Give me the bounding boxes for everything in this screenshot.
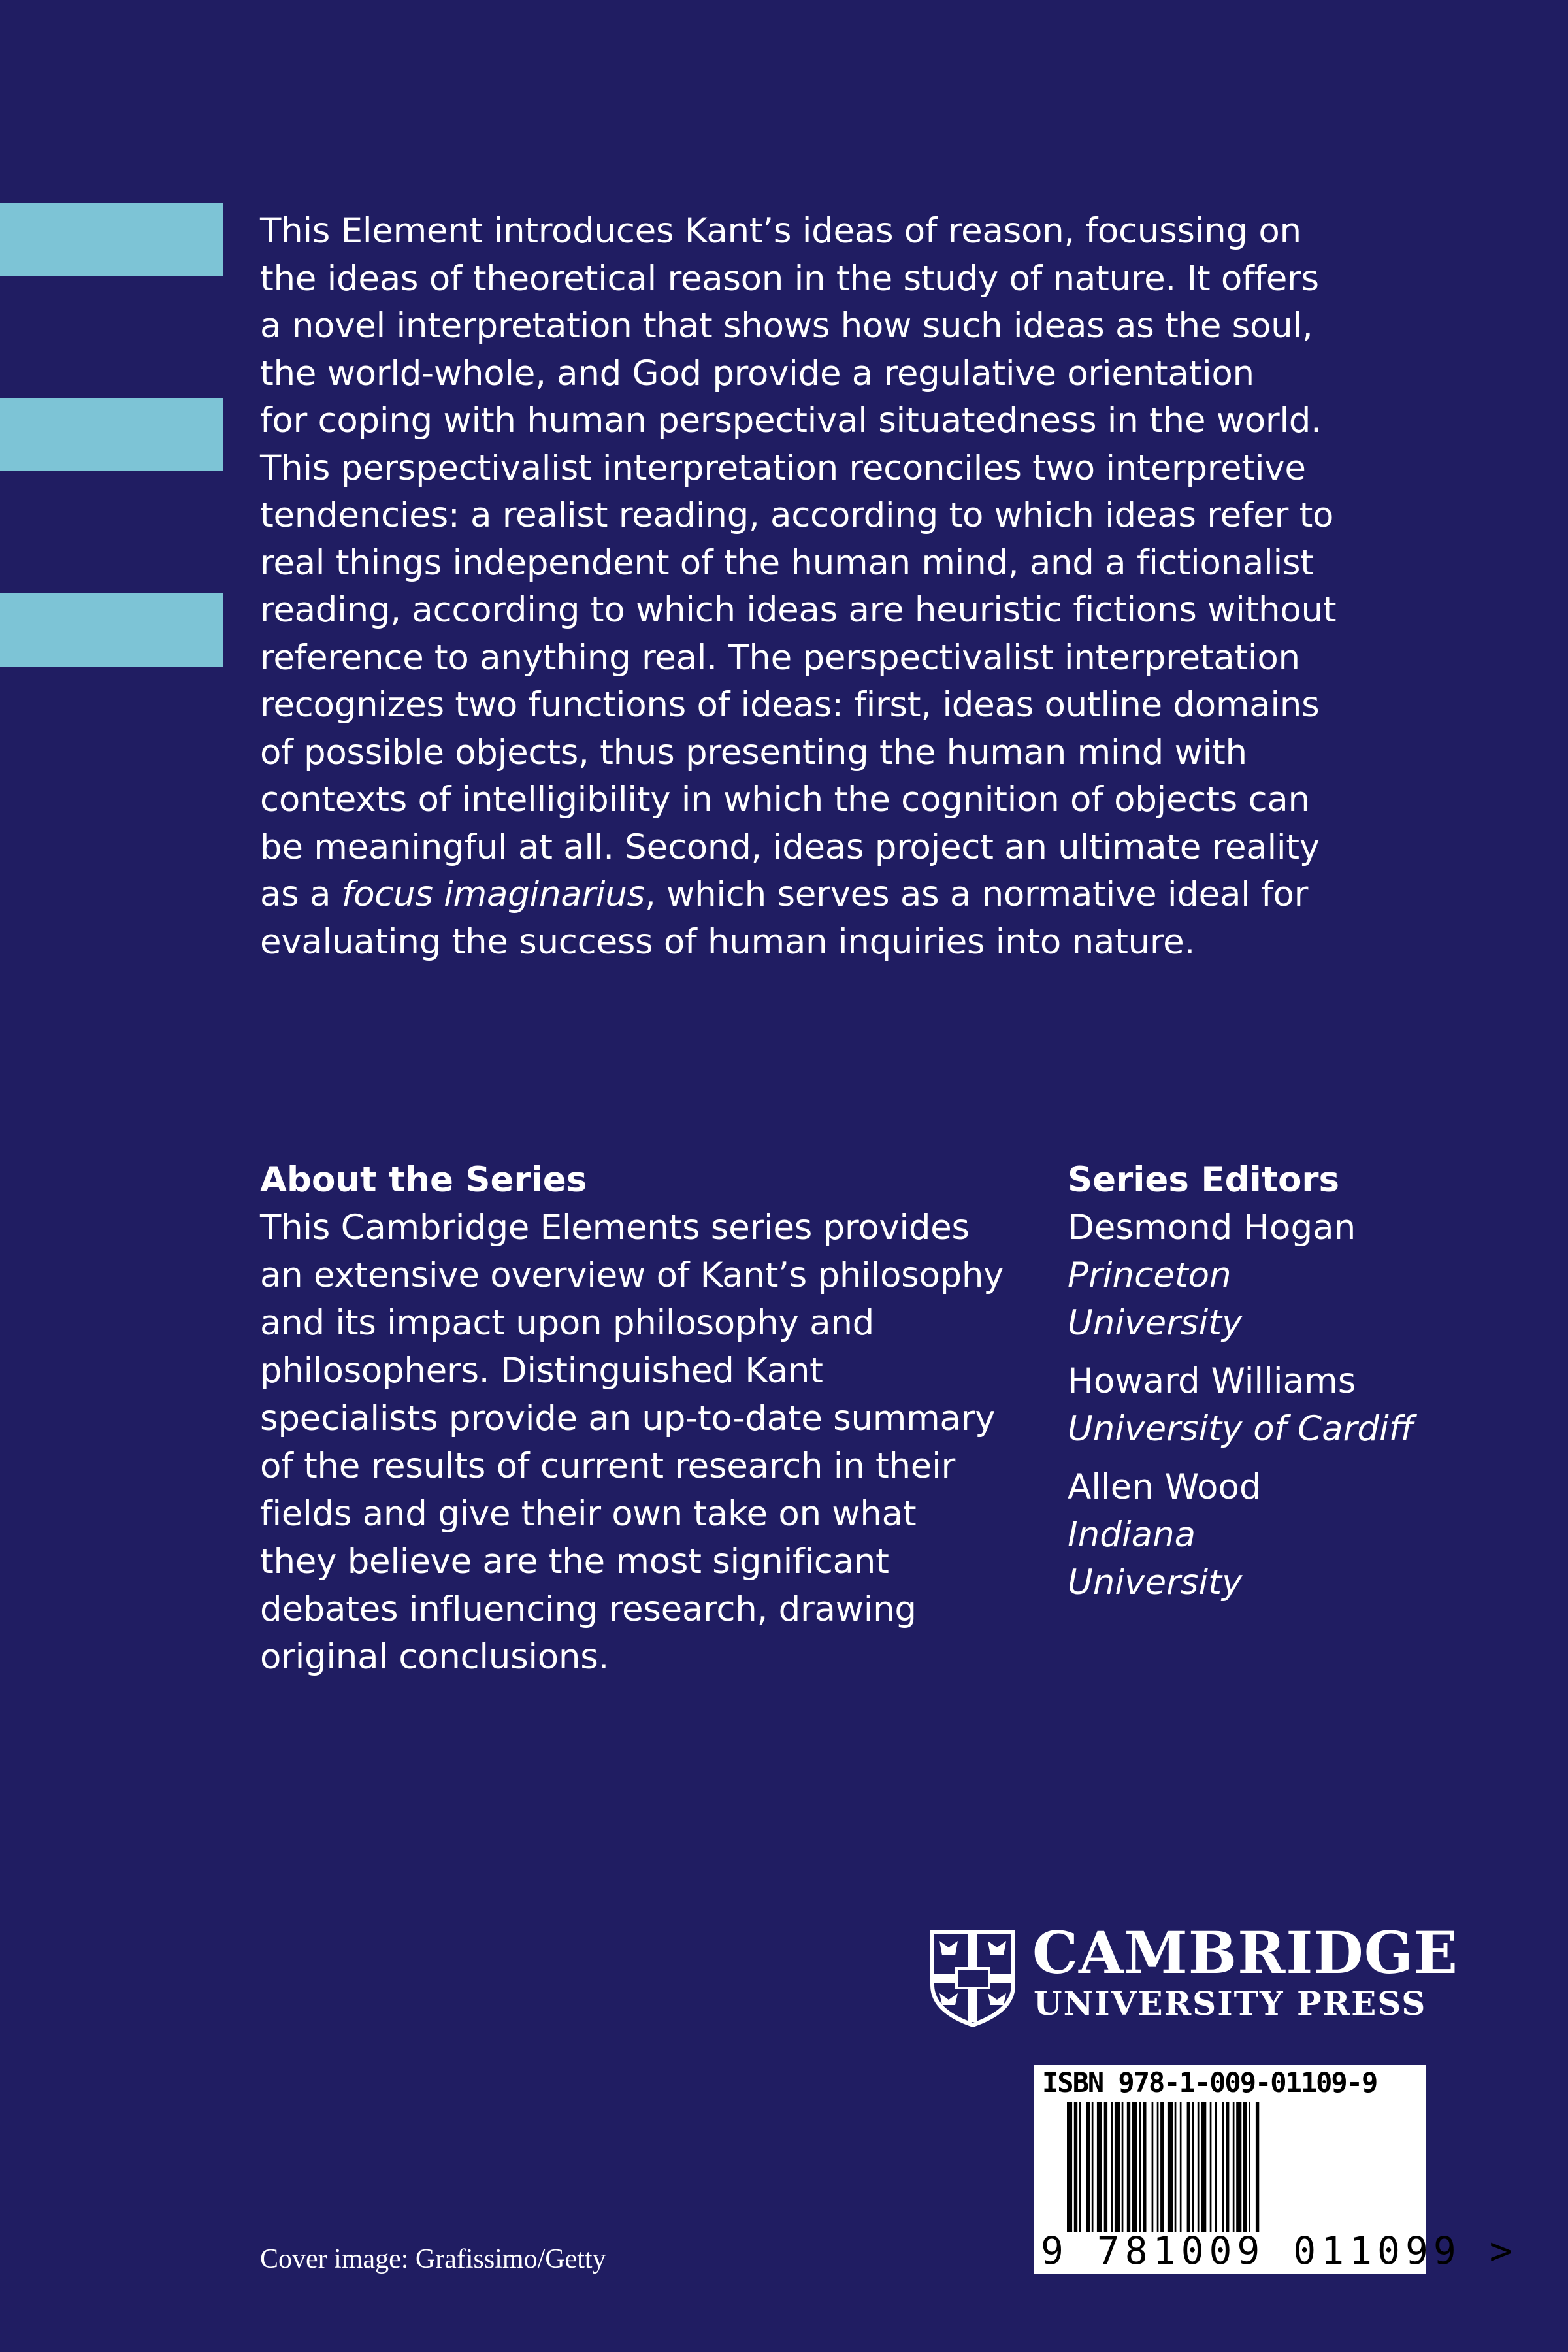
about-line: philosophers. Distinguished Kant [260, 1351, 823, 1391]
barcode-bar [1097, 2102, 1102, 2232]
about-line: and its impact upon philosophy and [260, 1303, 874, 1343]
about-line: an extensive overview of Kant’s philosophy [260, 1255, 1004, 1295]
editor-affiliation: University [1068, 1563, 1243, 1602]
description-line: contexts of intelligibility in which the cognition of objects can [260, 780, 1310, 820]
barcode-bar [1115, 2102, 1120, 2232]
description-line: the world-whole, and God provide a regulative orientation [260, 353, 1254, 393]
description-line: real things independent of the human mind, and a fictionalist [260, 542, 1314, 583]
barcode-bars [1067, 2102, 1420, 2232]
barcode-bar [1092, 2102, 1094, 2232]
accent-stripe-1 [0, 203, 223, 276]
about-line: debates influencing research, drawing [260, 1589, 917, 1629]
description-line: reading, according to which ideas are heuristic fictions without [260, 590, 1337, 630]
editor-affiliation: University [1068, 1303, 1243, 1343]
barcode-bar [1086, 2102, 1090, 2232]
about-line: original conclusions. [260, 1637, 610, 1677]
barcode-bar [1160, 2102, 1164, 2232]
description-line: the ideas of theoretical reason in the study of nature. It offers [260, 258, 1319, 299]
editor-affiliation: University of Cardiff [1068, 1409, 1414, 1449]
cambridge-crest-icon [928, 1928, 1018, 2029]
ean-digits: 9 781009 011099 > [1041, 2228, 1518, 2273]
barcode-bar [1111, 2102, 1113, 2232]
barcode-bar [1198, 2102, 1200, 2232]
description-line: recognizes two functions of ideas: first, ideas outline domains [260, 685, 1320, 725]
editor-entry [1068, 1463, 1525, 1606]
barcode-bar [1180, 2102, 1182, 2232]
barcode-bar [1067, 2102, 1072, 2232]
barcode-bar [1210, 2102, 1212, 2232]
editor-name: Desmond Hogan [1068, 1208, 1356, 1248]
barcode-bar [1122, 2102, 1124, 2232]
barcode-bar [1215, 2102, 1217, 2232]
publisher-logo [928, 1919, 1458, 2029]
barcode-bar [1222, 2102, 1224, 2232]
accent-stripe-2 [0, 398, 223, 471]
isbn-barcode [1034, 2065, 1518, 2274]
about-series-text [260, 1204, 1044, 1681]
cover-image-credit: Cover image: Grafissimo/Getty [260, 2244, 606, 2274]
barcode-bar [1192, 2102, 1194, 2232]
publisher-name: CAMBRIDGE [1032, 1919, 1458, 1987]
about-line: they believe are the most significant [260, 1542, 889, 1582]
barcode-bar [1143, 2102, 1146, 2232]
barcode-bar [1256, 2102, 1259, 2232]
barcode-bar [1201, 2102, 1206, 2232]
barcode-bar [1132, 2102, 1137, 2232]
series-editors-list [1068, 1204, 1525, 1617]
about-series-heading: About the Series [260, 1160, 587, 1200]
accent-stripe-3 [0, 593, 223, 667]
description-line: for coping with human perspectival situatedness in the world. [260, 401, 1322, 440]
barcode-bar [1104, 2102, 1107, 2232]
editor-entry [1068, 1357, 1525, 1453]
barcode-bar [1226, 2102, 1229, 2232]
barcode-bar [1187, 2102, 1190, 2232]
description-line: tendencies: a realist reading, according to which ideas refer to [260, 495, 1334, 535]
series-editors-heading: Series Editors [1068, 1160, 1340, 1200]
barcode-bar [1074, 2102, 1077, 2232]
barcode-bar [1236, 2102, 1241, 2232]
barcode-bar [1168, 2102, 1173, 2232]
description-italic-term: focus imaginarius [341, 874, 645, 914]
barcode-bar [1079, 2102, 1081, 2232]
barcode-bar [1157, 2102, 1159, 2232]
description-line: a novel interpretation that shows how such ideas as the soul, [260, 306, 1313, 346]
barcode-bar [1243, 2102, 1247, 2232]
description-text: , which serves as a normative ideal for [644, 874, 1309, 914]
description-line: be meaningful at all. Second, ideas project an ultimate reality [260, 827, 1320, 867]
editor-entry [1068, 1204, 1525, 1347]
description-line: evaluating the success of human inquiries into nature. [260, 921, 1196, 962]
isbn-label: ISBN 978-1-009-01109-9 [1042, 2066, 1377, 2098]
barcode-bar [1233, 2102, 1235, 2232]
editor-name: Allen Wood [1068, 1467, 1262, 1507]
barcode-bar [1175, 2102, 1177, 2232]
book-description [260, 208, 1423, 966]
barcode-bar [1139, 2102, 1141, 2232]
description-line: of possible objects, thus presenting the human mind with [260, 732, 1247, 772]
about-line: This Cambridge Elements series provides [260, 1208, 970, 1248]
about-line: of the results of current research in their [260, 1446, 956, 1486]
barcode-bar [1127, 2102, 1130, 2232]
publisher-subname: UNIVERSITY PRESS [1034, 1984, 1427, 2023]
editor-name: Howard Williams [1068, 1361, 1356, 1401]
about-line: fields and give their own take on what [260, 1494, 917, 1534]
editor-affiliation: Indiana [1068, 1515, 1196, 1555]
description-text: as a [260, 874, 342, 914]
description-line [260, 871, 1423, 919]
description-line: This perspectivalist interpretation reconciles two interpretive [260, 448, 1306, 488]
description-line: reference to anything real. The perspectivalist interpretation [260, 637, 1300, 678]
about-line: specialists provide an up-to-date summary [260, 1399, 996, 1438]
barcode-bar [1249, 2102, 1250, 2232]
editor-affiliation: Princeton [1068, 1255, 1232, 1295]
description-line: This Element introduces Kant’s ideas of reason, focussing on [260, 211, 1301, 251]
barcode-bar [1152, 2102, 1154, 2232]
